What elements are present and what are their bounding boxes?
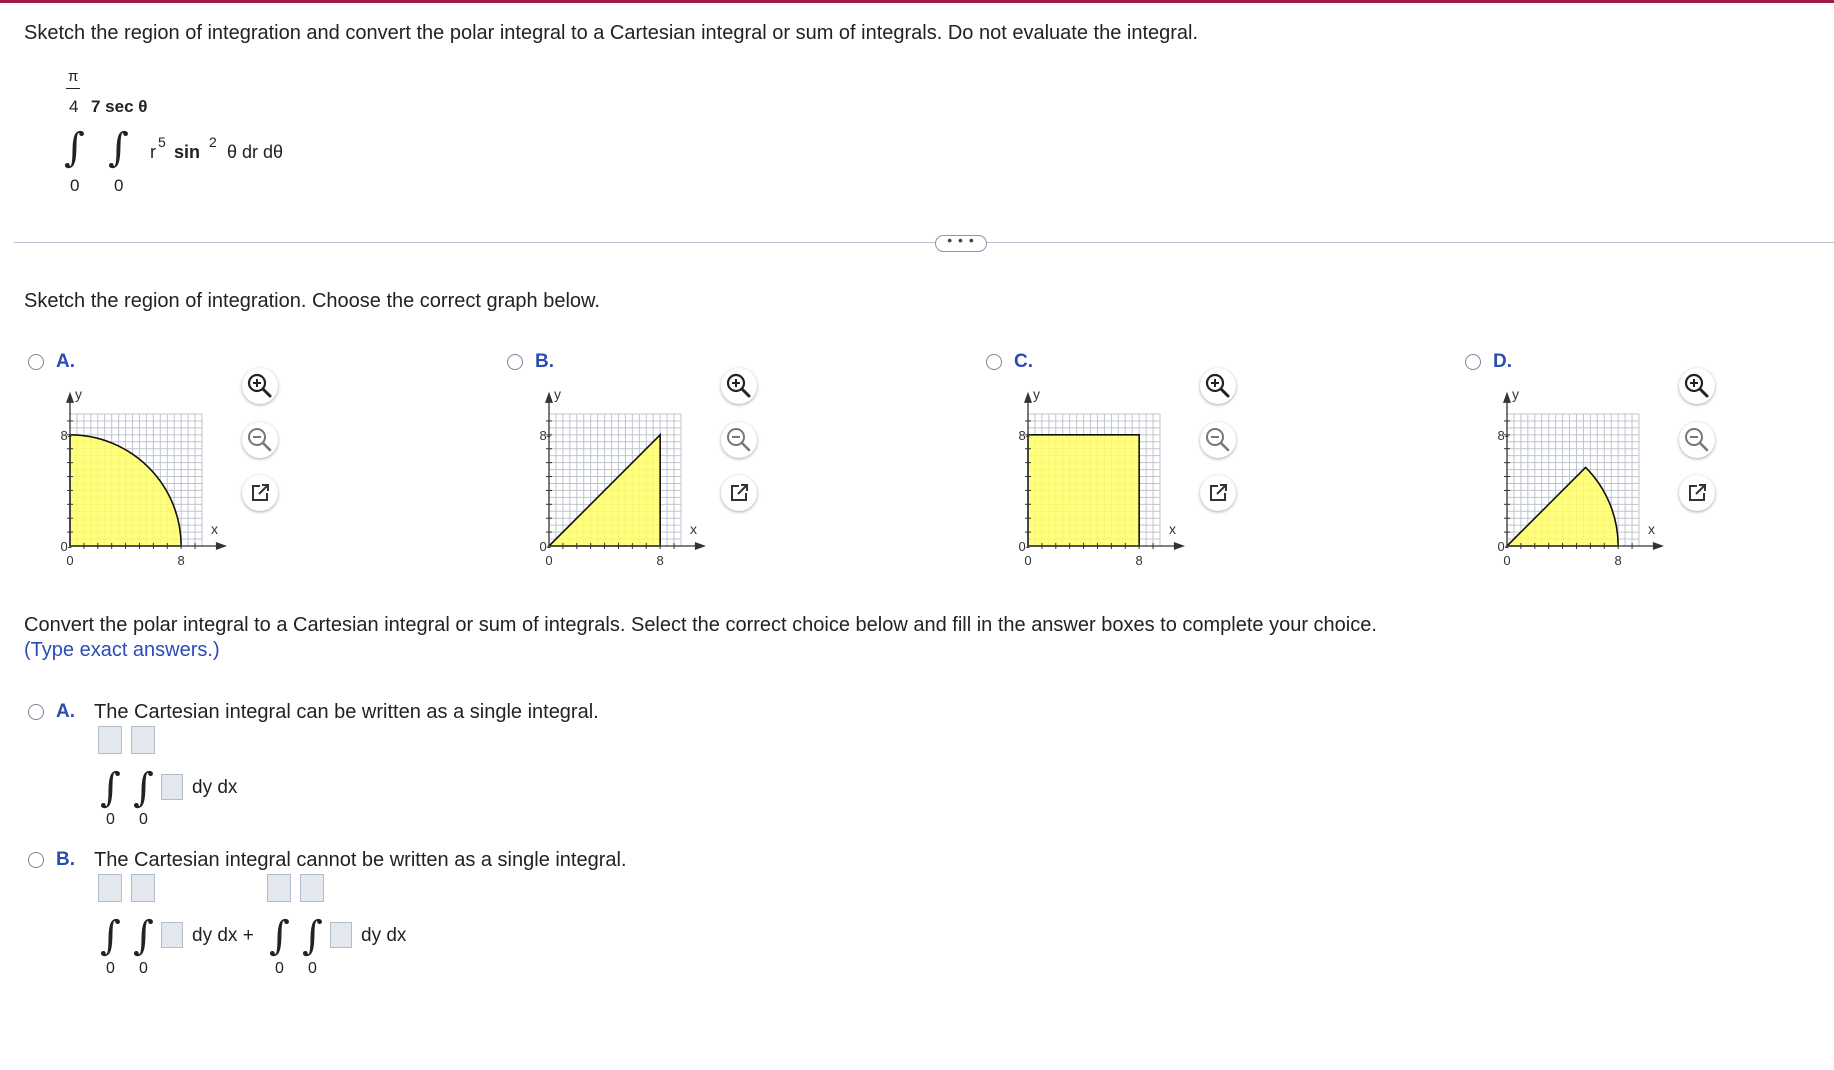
choice-b-first-inner-upper-input[interactable] [131, 874, 155, 902]
x-tick-label-0: 0 [1503, 553, 1511, 568]
choice-a-differential: dy dx [192, 777, 238, 798]
x-tick-label-0: 0 [545, 553, 553, 568]
outer-upper-denominator: 4 [69, 97, 79, 116]
choice-b-text: The Cartesian integral cannot be written as a single integral. [94, 849, 627, 871]
zoom-out-button-a[interactable] [242, 422, 278, 458]
zoom-in-button-b[interactable] [721, 368, 757, 404]
y-tick-label-0: 0- [539, 539, 551, 554]
graph-option-c-label: C. [1014, 351, 1033, 372]
y-axis-label: y [1033, 388, 1040, 403]
y-tick-label-0: 0- [1497, 539, 1509, 554]
choice-b-second-integrand-input[interactable] [330, 922, 352, 948]
y-tick-label-8: 8- [60, 427, 72, 443]
graph-option-a-label: A. [56, 351, 75, 372]
zoom-out-icon [721, 422, 757, 458]
choice-b-first-outer-integral-sign: ∫ [100, 913, 121, 959]
x-tick-label-8: 8 [177, 553, 185, 568]
choice-b-first-inner-lower: 0 [139, 960, 148, 977]
zoom-in-button-c[interactable] [1200, 368, 1236, 404]
open-new-window-button-c[interactable] [1200, 475, 1236, 511]
y-tick-label-8: 8- [539, 427, 551, 443]
question-prompt: Sketch the region of integration and convert the polar integral to a Cartesian integral or sum of integrals. Do not evaluate the integral. [24, 22, 1199, 44]
y-axis-label: y [554, 388, 561, 403]
open-new-window-icon [721, 475, 757, 511]
graph-option-d-radio[interactable] [1465, 354, 1481, 370]
choice-a-outer-lower: 0 [106, 811, 115, 828]
integrand-r: r [150, 142, 156, 162]
y-axis-label: y [75, 388, 82, 403]
choice-a-radio[interactable] [28, 704, 44, 720]
graph-option-a[interactable] [46, 388, 246, 568]
choice-b-second-differential: dy dx [361, 925, 407, 946]
y-tick-label-8: 8- [1497, 427, 1509, 443]
open-new-window-button-b[interactable] [721, 475, 757, 511]
x-tick-label-0: 0 [66, 553, 74, 568]
x-tick-label-8: 8 [1614, 553, 1622, 568]
zoom-out-icon [1200, 422, 1236, 458]
open-new-window-icon [242, 475, 278, 511]
zoom-in-icon [721, 368, 757, 404]
choice-a-outer-integral-sign: ∫ [100, 765, 121, 811]
graph-option-b-label: B. [535, 351, 554, 372]
choice-a-label: A. [56, 701, 75, 722]
choice-b-first-differential: dy dx + [192, 925, 254, 946]
graph-option-c[interactable] [1004, 388, 1204, 568]
zoom-in-button-d[interactable] [1679, 368, 1715, 404]
choice-b-second-inner-lower: 0 [308, 960, 317, 977]
zoom-in-button-a[interactable] [242, 368, 278, 404]
choice-b-second-inner-integral-sign: ∫ [302, 913, 323, 959]
x-axis-label: x [1647, 521, 1655, 537]
top-accent-bar [0, 0, 1834, 3]
zoom-in-icon [1200, 368, 1236, 404]
choice-a-inner-upper-input[interactable] [131, 726, 155, 754]
choice-b-second-outer-lower: 0 [275, 960, 284, 977]
inner-lower-limit: 0 [114, 176, 124, 195]
y-tick-label-8: 8- [1018, 427, 1030, 443]
open-new-window-button-a[interactable] [242, 475, 278, 511]
outer-lower-limit: 0 [70, 176, 80, 195]
open-new-window-icon [1679, 475, 1715, 511]
choice-a-text: The Cartesian integral can be written as a single integral. [94, 701, 599, 723]
fraction-bar [66, 88, 80, 89]
zoom-in-icon [242, 368, 278, 404]
graph-option-d[interactable] [1483, 388, 1683, 568]
graph-option-d-label: D. [1493, 351, 1512, 372]
region-shape [1028, 435, 1139, 546]
open-new-window-button-d[interactable] [1679, 475, 1715, 511]
integrand-sin: sin [174, 142, 201, 162]
x-axis-label: x [210, 521, 218, 537]
zoom-out-button-d[interactable] [1679, 422, 1715, 458]
part2-instruction: Convert the polar integral to a Cartesian integral or sum of integrals. Select the correct choice below and fill in the answer boxes to complete your choice. [24, 614, 1377, 636]
part1-instruction: Sketch the region of integration. Choose the correct graph below. [24, 290, 600, 312]
choice-b-first-integrand-input[interactable] [161, 922, 183, 948]
integrand-r-exponent: 5 [158, 134, 166, 150]
zoom-out-icon [242, 422, 278, 458]
y-tick-label-0: 0- [1018, 539, 1030, 554]
x-tick-label-8: 8 [1135, 553, 1143, 568]
part2-hint: (Type exact answers.) [24, 639, 220, 661]
x-tick-label-0: 0 [1024, 553, 1032, 568]
x-axis-label: x [689, 521, 697, 537]
outer-upper-numerator: π [68, 68, 79, 85]
choice-b-label: B. [56, 849, 75, 870]
choice-b-first-outer-upper-input[interactable] [98, 874, 122, 902]
x-axis-label: x [1168, 521, 1176, 537]
choice-b-second-outer-upper-input[interactable] [267, 874, 291, 902]
choice-b-second-inner-upper-input[interactable] [300, 874, 324, 902]
choice-b-first-inner-integral-sign: ∫ [133, 913, 154, 959]
inner-upper-limit: 7 sec θ [91, 97, 148, 116]
inner-integral-sign: ∫ [108, 125, 129, 171]
choice-b-first-outer-lower: 0 [106, 960, 115, 977]
integrand-rest: θ dr dθ [227, 142, 284, 162]
zoom-out-icon [1679, 422, 1715, 458]
y-tick-label-0: 0- [60, 539, 72, 554]
more-button[interactable]: • • • [935, 235, 987, 252]
graph-option-b-radio[interactable] [507, 354, 523, 370]
zoom-out-button-b[interactable] [721, 422, 757, 458]
choice-a-inner-lower: 0 [139, 811, 148, 828]
choice-a-inner-integral-sign: ∫ [133, 765, 154, 811]
choice-a-integrand-input[interactable] [161, 774, 183, 800]
choice-b-second-outer-integral-sign: ∫ [269, 913, 290, 959]
x-tick-label-8: 8 [656, 553, 664, 568]
open-new-window-icon [1200, 475, 1236, 511]
zoom-out-button-c[interactable] [1200, 422, 1236, 458]
zoom-in-icon [1679, 368, 1715, 404]
section-divider [14, 242, 1834, 243]
choice-a-outer-upper-input[interactable] [98, 726, 122, 754]
integrand-sin-exponent: 2 [209, 134, 217, 150]
choice-b-radio[interactable] [28, 852, 44, 868]
graph-option-a-radio[interactable] [28, 354, 44, 370]
y-axis-label: y [1512, 388, 1519, 403]
region-shape [70, 435, 181, 546]
outer-integral-sign: ∫ [64, 125, 85, 171]
graph-option-b[interactable] [525, 388, 725, 568]
graph-option-c-radio[interactable] [986, 354, 1002, 370]
